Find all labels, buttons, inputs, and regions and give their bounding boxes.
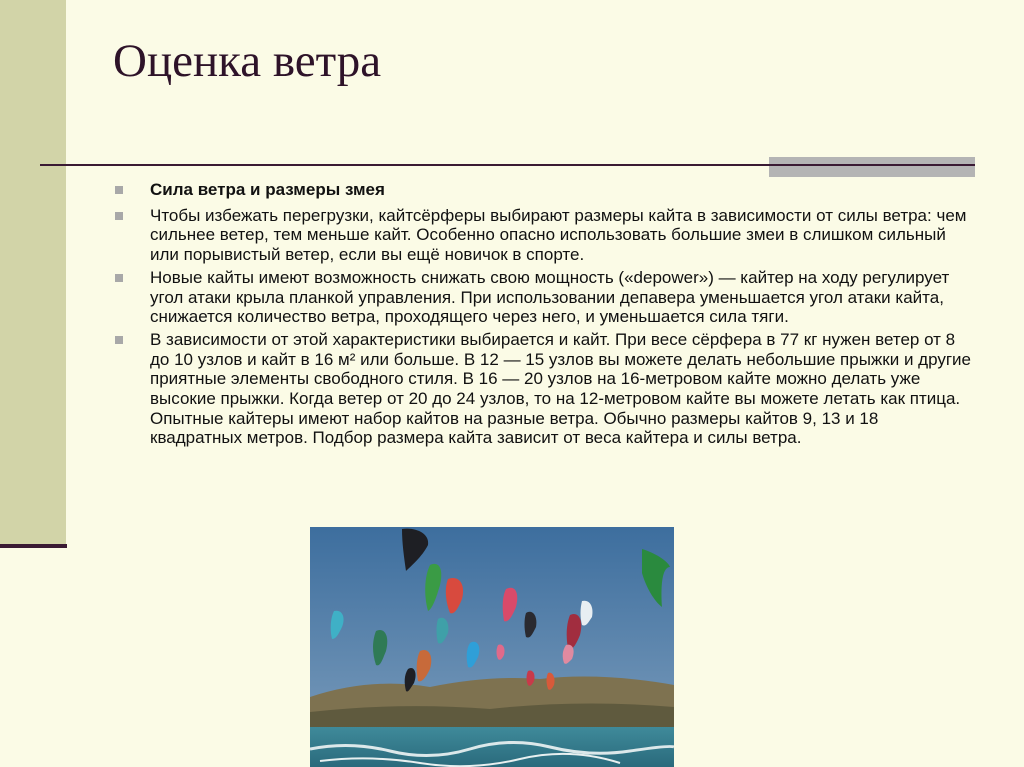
bullet-item <box>113 268 973 327</box>
bullet-square-icon <box>115 212 123 220</box>
kites-photo-illustration <box>310 527 674 767</box>
bullet-text: Сила ветра и размеры змея <box>150 180 385 199</box>
left-accent-rule <box>0 544 67 548</box>
bullet-square-icon <box>115 186 123 194</box>
bullet-text: Чтобы избежать перегрузки, кайтсёрферы выбирают размеры кайта в зависимости от силы ветра: чем сильнее ветер, тем меньше кайт. Особенно опасно использовать большие змеи в слишком сильный или порывистый ветер, если вы ещё новичок в спорте. <box>150 205 967 265</box>
bullet-square-icon <box>115 336 123 344</box>
left-accent-bar <box>0 0 66 546</box>
bullet-item <box>113 330 973 448</box>
bullet-text: В зависимости от этой характеристики выбирается и кайт. При весе сёрфера в 77 кг нужен ветер от 8 до 10 узлов и кайт в 16 м² или больше. В 12 — 15 узлов вы можете делать небольшие прыжки и другие приятные элементы свободного стиля. В 16 — 20 узлов на 16-метровом кайте можно делать уже высокие прыжки. Когда ветер от 20 до 24 узлов, то на 12-метровом кайте вы можете летать как птица. Опытные кайтеры имеют набор кайтов на разные ветра. Обычно размеры кайтов 9, 13 и 18 квадратных метров. Подбор размера кайта зависит от веса кайтера и силы ветра. <box>150 329 971 448</box>
title-divider-accent <box>769 157 975 177</box>
slide-title: Оценка ветра <box>113 35 382 87</box>
bullet-square-icon <box>115 274 123 282</box>
slide-content <box>113 180 973 451</box>
bullet-item <box>113 206 973 265</box>
kites-photo <box>310 527 674 767</box>
bullet-text: Новые кайты имеют возможность снижать свою мощность («depower») — кайтер на ходу регулирует угол атаки крыла планкой управления. При использовании депавера уменьшается угол атаки кайта, снижается количество ветра, проходящего через него, и уменьшается сила тяги. <box>150 267 950 327</box>
bullet-heading <box>113 180 973 200</box>
